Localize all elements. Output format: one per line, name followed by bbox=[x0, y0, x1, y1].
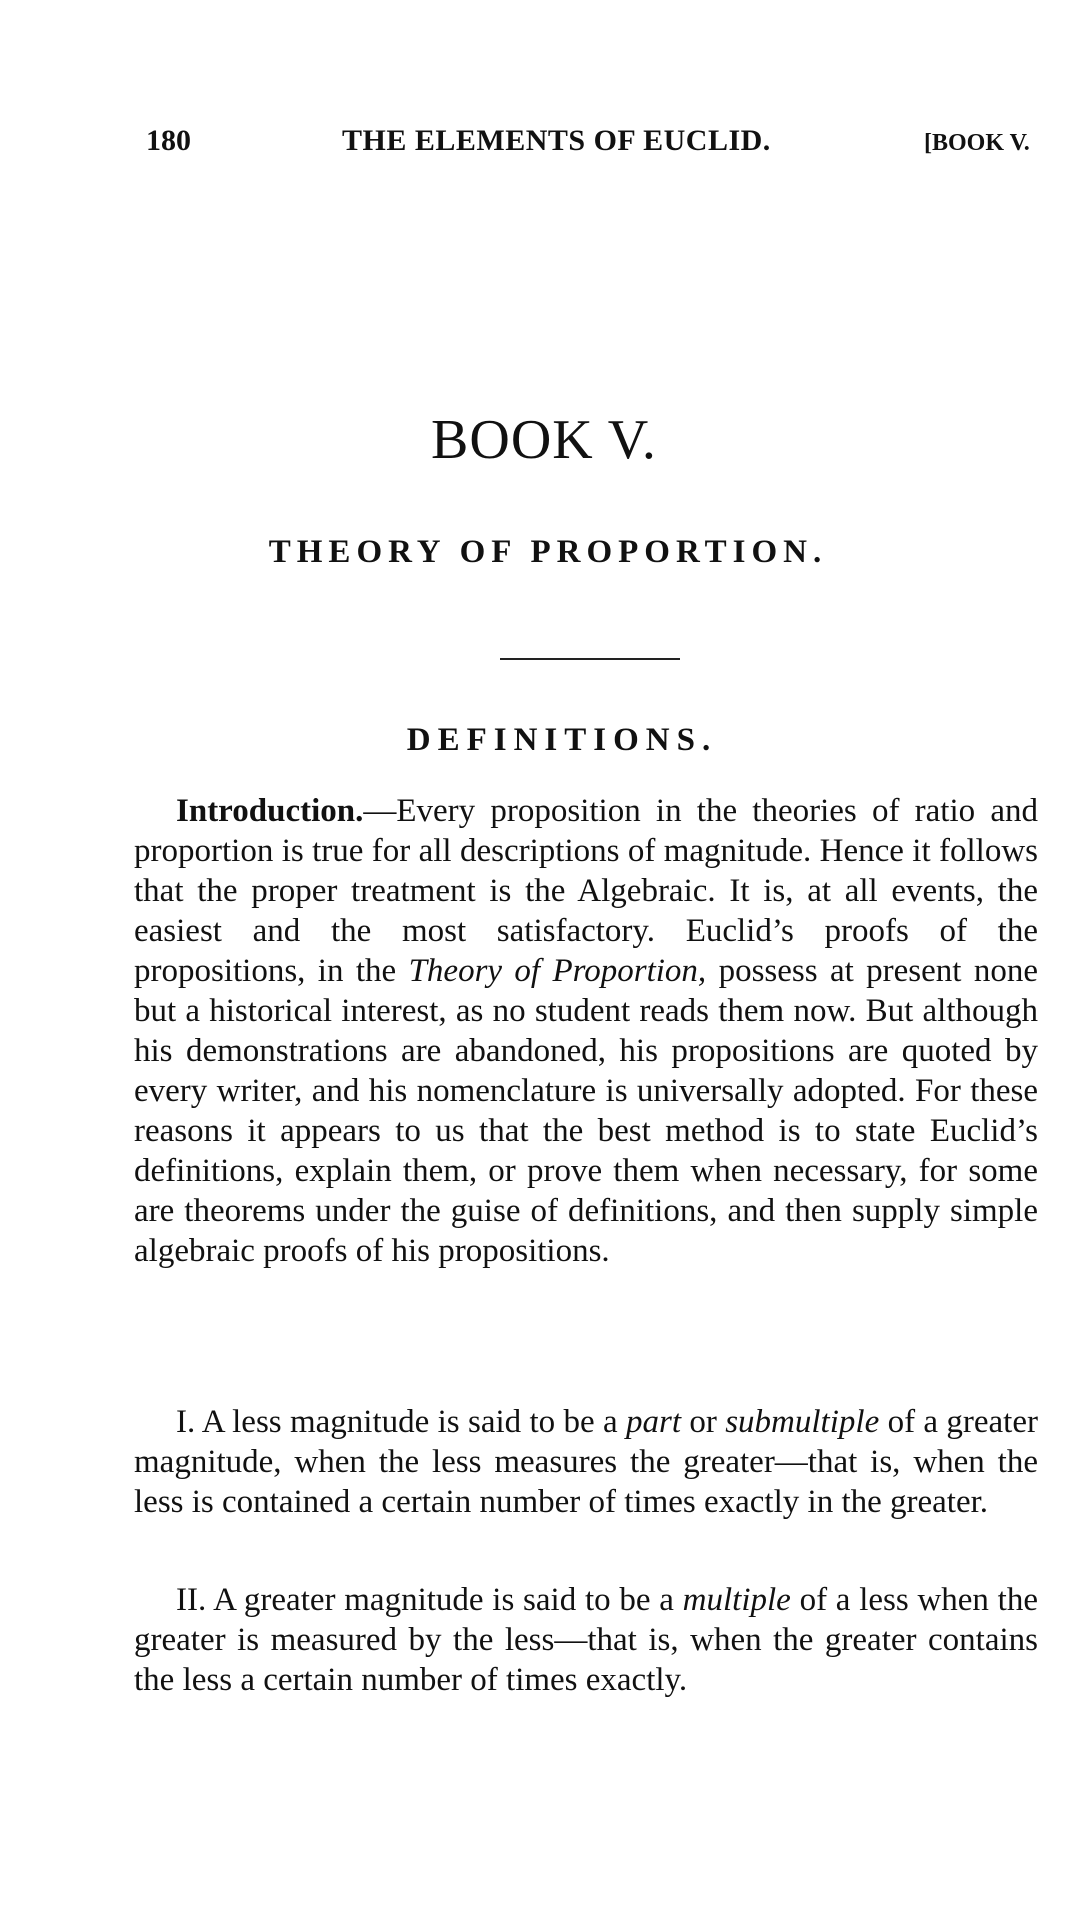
definition-1-text-part-1: A less magnitude is said to be a bbox=[195, 1404, 627, 1440]
introduction-italic-title: Theory of Proportion, bbox=[408, 953, 707, 989]
page-number: 180 bbox=[146, 124, 191, 157]
definition-1-text-part-3: of a greater magnitude, when the less measures the greater—that is, when the less is contained a certain number of times exactly in the greater. bbox=[134, 1404, 1038, 1520]
definition-2-text-part-1: A greater magnitude is said to be a bbox=[206, 1582, 683, 1618]
definitions-heading: DEFINITIONS. bbox=[406, 722, 718, 758]
definition-1 bbox=[134, 1402, 1038, 1522]
running-title: THE ELEMENTS OF EUCLID. bbox=[342, 124, 771, 157]
introduction-label: Introduction. bbox=[176, 793, 364, 829]
book-heading: BOOK V. bbox=[431, 409, 657, 471]
definition-2-term-multiple: multiple bbox=[682, 1582, 791, 1618]
introduction-text-part-2: possess at present none but a historical interest, as no student reads them now. But although his demonstrations are abandoned, his propositions are quoted by every writer, and his nomenclature is universally adopted. For these reasons it appears to us that the best method is to state Euclid’s definitions, explain them, or prove them when necessary, for some are theorems under the guise of definitions, and then supply simple algebraic proofs of his propositions. bbox=[134, 953, 1038, 1269]
definition-2-numeral: II. bbox=[176, 1582, 207, 1618]
introduction-text-part-1: —Every proposition in the theories of ratio and proportion is true for all descriptions of magnitude. Hence it follows that the proper treatment is the Algebraic. It is, at all events, the easiest and the most satisfactory. Euclid’s proofs of the propositions, in the bbox=[134, 793, 1038, 989]
definition-1-term-submultiple: submultiple bbox=[725, 1404, 880, 1440]
running-head bbox=[140, 118, 1040, 162]
book-marker: [BOOK V. bbox=[924, 130, 1030, 156]
section-divider bbox=[500, 658, 680, 660]
definition-2 bbox=[134, 1580, 1038, 1700]
definition-1-term-part: part bbox=[626, 1404, 682, 1440]
definition-1-numeral: I. bbox=[176, 1404, 196, 1440]
definition-1-text-part-2: or bbox=[681, 1404, 726, 1440]
chapter-subtitle: THEORY OF PROPORTION. bbox=[268, 534, 828, 570]
introduction-paragraph bbox=[134, 791, 1038, 1271]
definition-2-text-part-2: of a less when the greater is measured by the less—that is, when the greater contains the less a certain number of times exactly. bbox=[134, 1582, 1038, 1698]
